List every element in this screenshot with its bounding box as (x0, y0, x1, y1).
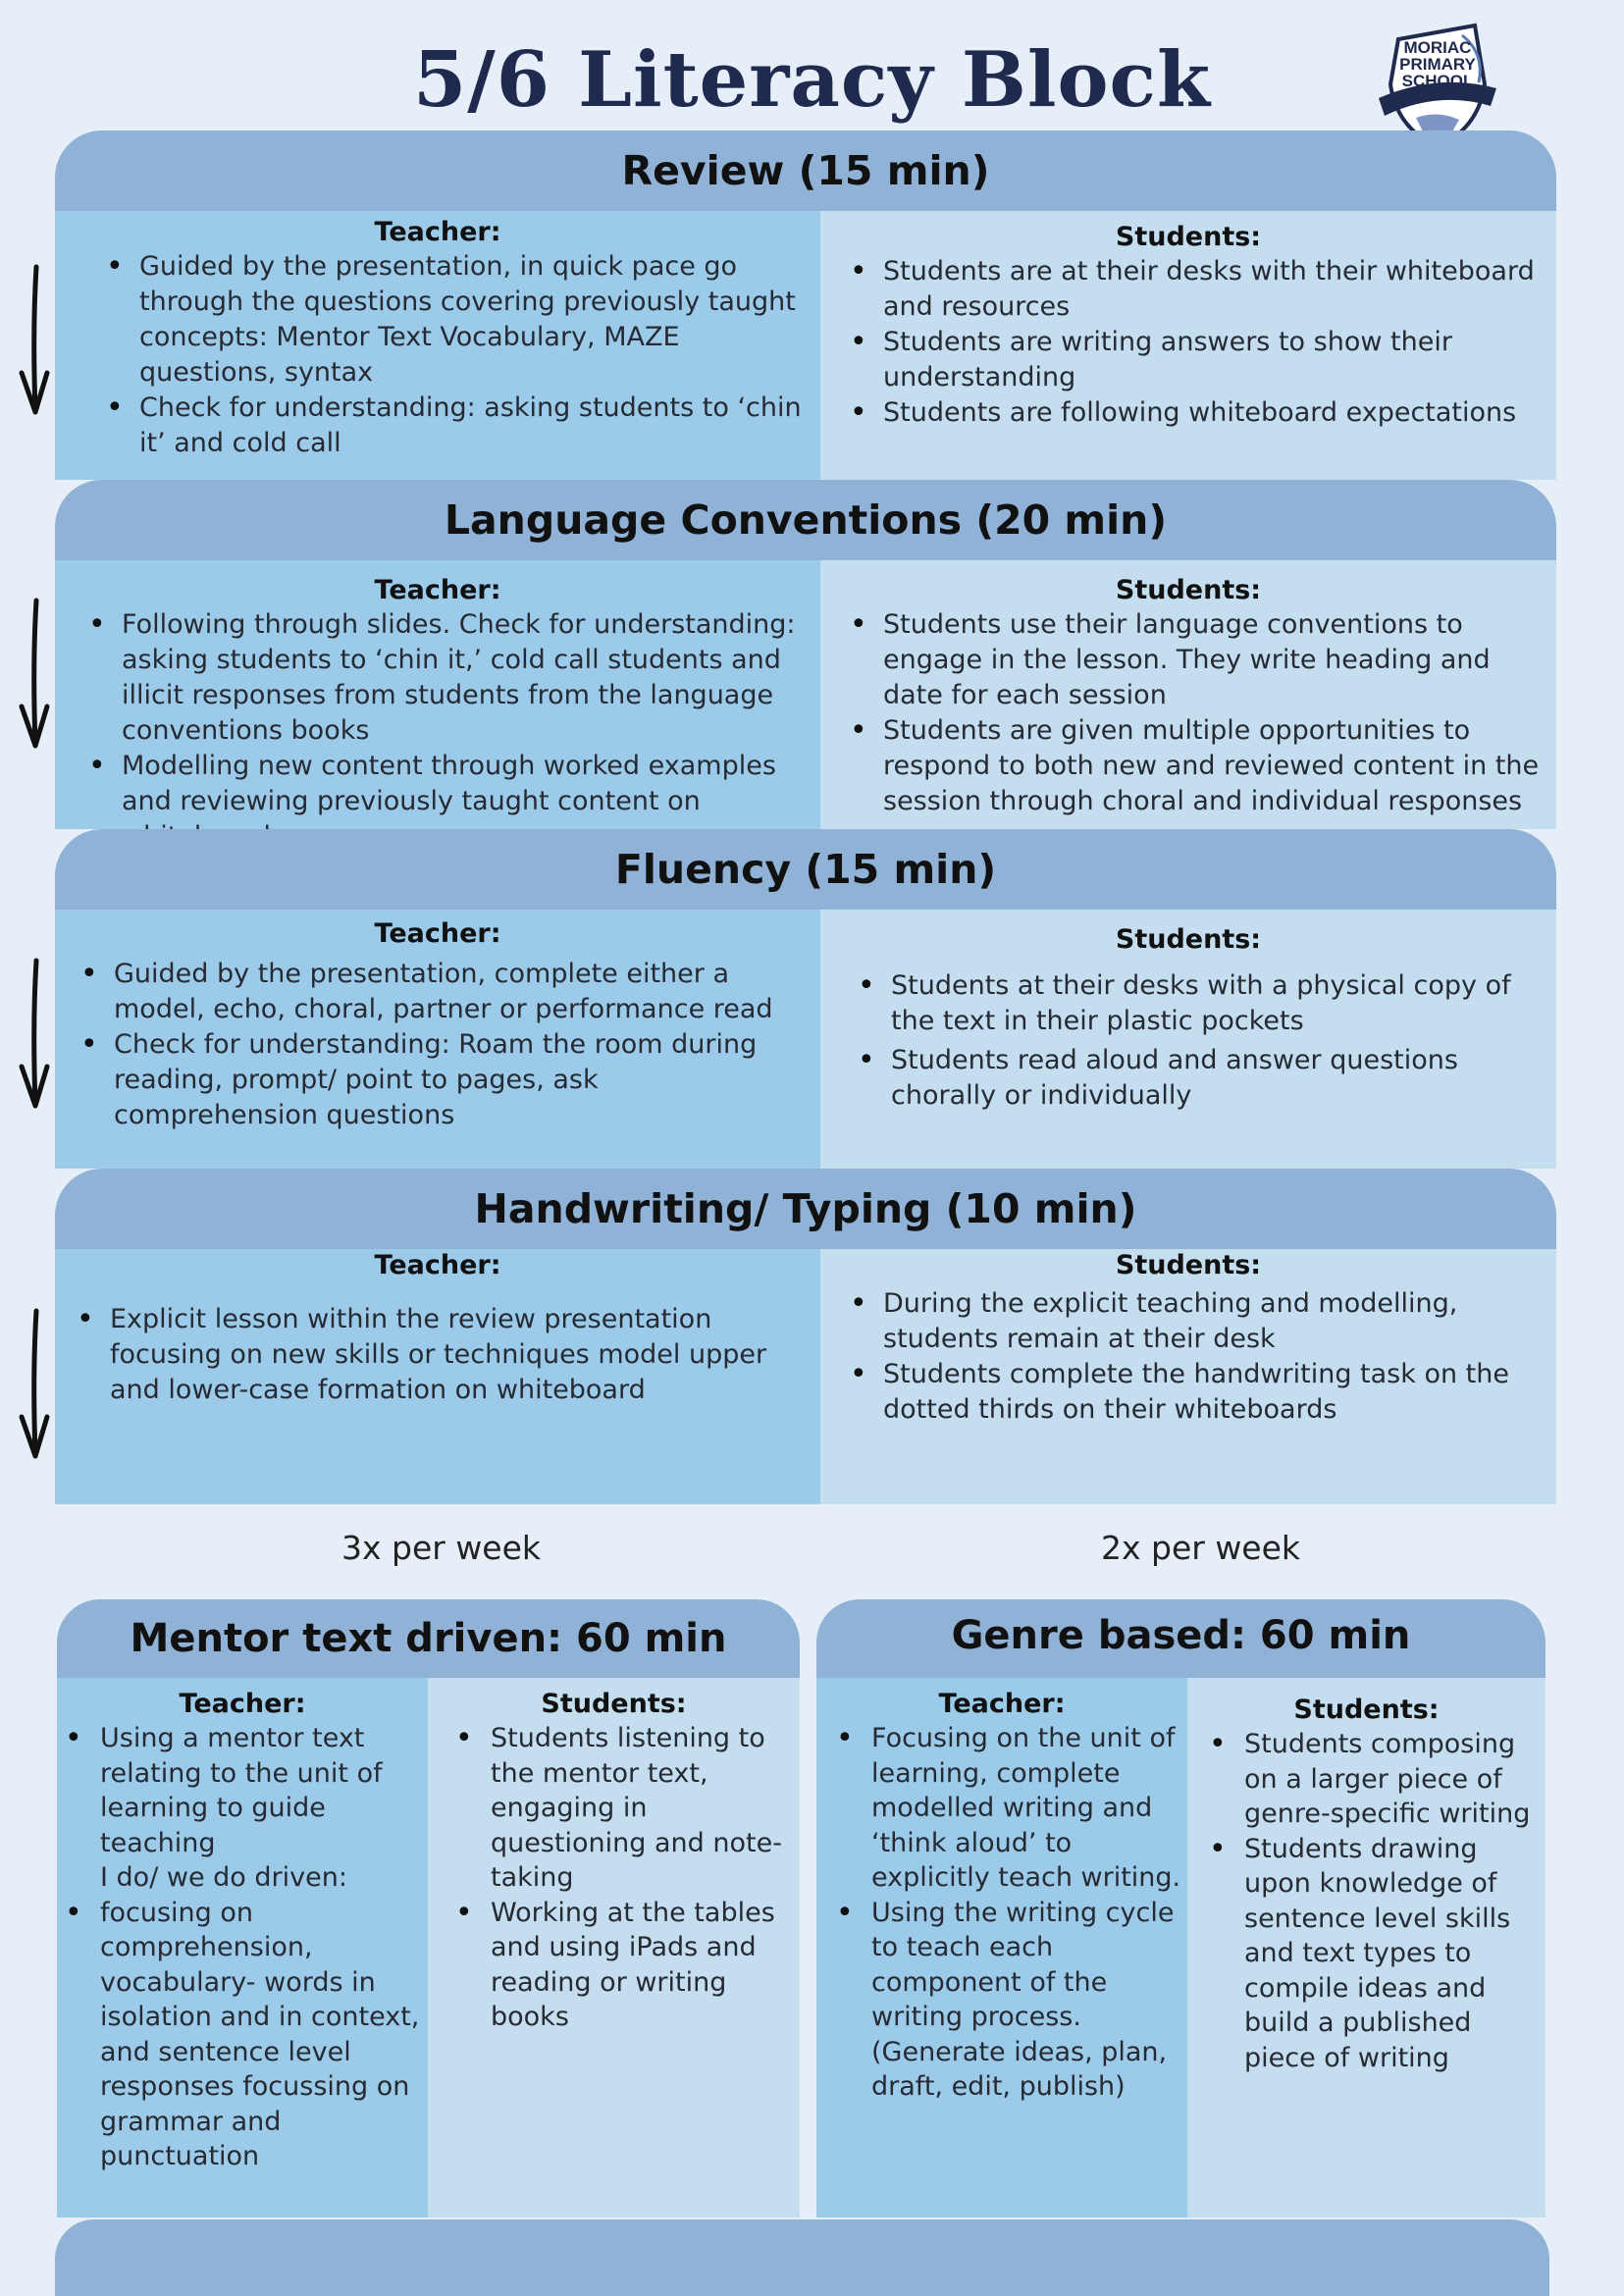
students-column (820, 560, 1556, 829)
list-item: • Explicit lesson within the review presentation focusing on new skills or techniques model upper and lower-case formation on whiteboard (55, 1302, 807, 1408)
students-column (820, 910, 1556, 1169)
list-item: • focusing on comprehension, vocabulary- words in isolation and in context, and sentence level responses focussing on grammar and punctuation (57, 1896, 420, 2174)
down-arrow-icon (18, 957, 51, 1114)
teacher-heading: Teacher: (374, 1250, 501, 1280)
section-title: Fluency (15 min) (55, 829, 1556, 910)
section-title: Review (15 min) (55, 130, 1556, 211)
page-title: 5/6 Literacy Block (412, 35, 1212, 125)
section-review (55, 130, 1556, 480)
section-language-conventions (55, 480, 1556, 829)
teacher-column (55, 910, 820, 1169)
teacher-heading: Teacher: (179, 1689, 306, 1719)
list-item: • Students read aloud and answer questions chorally or individually (836, 1043, 1543, 1114)
students-heading: Students: (1115, 1250, 1262, 1280)
students-heading: Students: (1115, 575, 1262, 605)
section-genre-based (816, 1599, 1545, 2218)
teaching-approach-note: I do/ we do driven: (100, 1862, 347, 1893)
teacher-heading: Teacher: (374, 918, 501, 949)
section-title: Handwriting/ Typing (10 min) (55, 1169, 1556, 1249)
teacher-heading: Teacher: (938, 1689, 1066, 1719)
list-item: • Students are at their desks with their whiteboard and resources (828, 254, 1543, 325)
down-arrow-icon (18, 597, 51, 754)
teacher-column (55, 211, 820, 480)
section-mentor-text (57, 1599, 800, 2218)
list-item: • Check for understanding: asking students to ‘chin it’ and cold call (84, 391, 811, 461)
list-item: • Students complete the handwriting task on the dotted thirds on their whiteboards (828, 1357, 1550, 1428)
students-column (820, 1249, 1556, 1504)
down-arrow-icon (18, 1307, 51, 1464)
section-handwriting (55, 1169, 1556, 1504)
list-item: • Modelling new content through worked examples and reviewing previously taught content on (67, 749, 807, 855)
students-heading: Students: (1293, 1695, 1440, 1725)
section-title: Mentor text driven: 60 min (57, 1599, 800, 1678)
students-column (1187, 1678, 1545, 2218)
students-column (428, 1678, 800, 2218)
list-item: • Students composing on a larger piece of genre-specific writing (1201, 1727, 1538, 1832)
list-item: • Working at the tables and using iPads and reading or writing books (447, 1896, 790, 2035)
teacher-heading: Teacher: (374, 217, 501, 247)
students-column (820, 211, 1556, 480)
down-arrow-icon (18, 263, 51, 420)
frequency-left: 3x per week (341, 1529, 542, 1567)
list-item: • Using the writing cycle to teach each component of the writing process. (Generate ideas, plan, draft, edit, publish) (828, 1896, 1183, 2105)
list-item: • Students drawing upon knowledge of sentence level skills and text types to compile ideas and build a published piece of writing (1201, 1832, 1538, 2076)
list-item: • Students use their language conventions to engage in the lesson. They write heading and date for each session (828, 607, 1543, 713)
list-item: • Using a mentor text relating to the unit of learning to guide teaching (57, 1721, 420, 1860)
list-item: • Students at their desks with a physical copy of the text in their plastic pockets (836, 968, 1543, 1039)
list-item: • Students listening to the mentor text, engaging in questioning and note-taking (447, 1721, 790, 1896)
list-item: • Guided by the presentation, complete either a model, echo, choral, partner or performance read (59, 957, 807, 1027)
teacher-column (816, 1678, 1187, 2218)
list-item: • Students are given multiple opportunities to respond to both new and reviewed content in the session through choral and individual responses (828, 713, 1543, 819)
logo-text: MORIAC PRIMARY SCHOOL (1399, 38, 1476, 90)
list-item: • Check for understanding: Roam the room during reading, prompt/ point to pages, ask comprehension questions (59, 1027, 807, 1133)
section-fluency (55, 829, 1556, 1169)
teacher-column (55, 1249, 820, 1504)
frequency-right: 2x per week (1101, 1529, 1301, 1567)
students-heading: Students: (1115, 222, 1262, 252)
teacher-column (57, 1678, 428, 2218)
list-item: • Students are following whiteboard expectations (828, 395, 1543, 431)
footer-bar (55, 2219, 1549, 2296)
teacher-heading: Teacher: (374, 575, 501, 605)
list-item: • Guided by the presentation, in quick pace go through the questions covering previously taught concepts: Mentor Text Vocabulary, MAZE questions, syntax (84, 249, 811, 391)
list-item: • Students are writing answers to show their understanding (828, 325, 1543, 395)
students-heading: Students: (1115, 924, 1262, 955)
section-title: Genre based: 60 min (816, 1599, 1545, 1678)
list-item: • Focusing on the unit of learning, complete modelled writing and ‘think aloud’ to explicitly teach writing. (828, 1721, 1183, 1896)
students-heading: Students: (541, 1689, 687, 1719)
section-title: Language Conventions (20 min) (55, 480, 1556, 560)
list-item: • Following through slides. Check for understanding: asking students to ‘chin it,’ cold call students and illicit responses from students from the language conventions books (67, 607, 807, 749)
list-item: • During the explicit teaching and modelling, students remain at their desk (828, 1286, 1550, 1357)
teacher-column (55, 560, 820, 829)
